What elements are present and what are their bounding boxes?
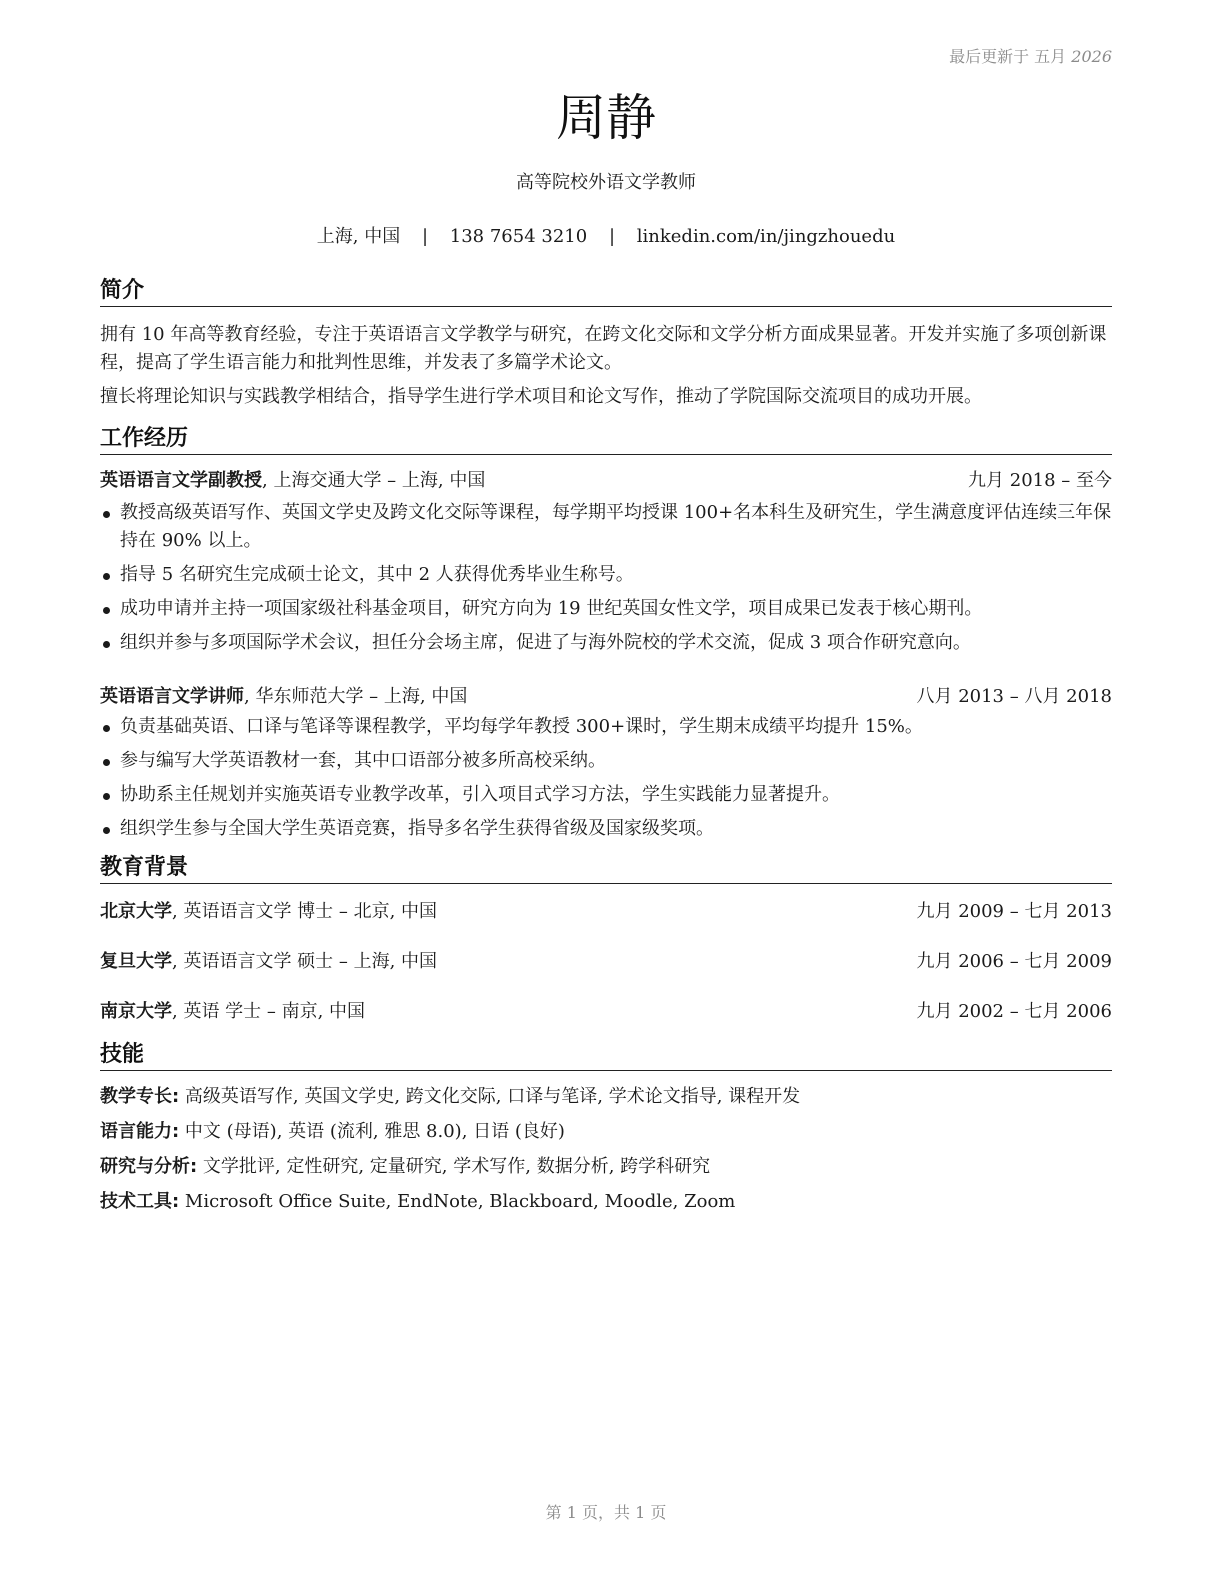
- last-updated: [949, 44, 1112, 67]
- job-bullet: 组织并参与多项国际学术会议，担任分会场主席，促进了与海外院校的学术交流，促成 3 项合作研究意向。: [100, 629, 1112, 657]
- contact-location: 上海, 中国: [316, 226, 401, 247]
- job-dates: 八月 2013 – 八月 2018: [916, 686, 1112, 707]
- summary-paragraph: 擅长将理论知识与实践教学相结合，指导学生进行学术项目和论文写作，推动了学院国际交流项目的成功开展。: [100, 386, 982, 407]
- skills-section: [100, 1040, 1112, 1216]
- job-bullet: 成功申请并主持一项国家级社科基金项目，研究方向为 19 世纪英国女性文学，项目成果已发表于核心期刊。: [100, 595, 1112, 623]
- job-bullet: 教授高级英语写作、英国文学史及跨文化交际等课程，每学期平均授课 100+名本科生及研究生，学生满意度评估连续三年保持在 90% 以上。: [100, 499, 1112, 555]
- skill-label: 技术工具:: [100, 1191, 180, 1212]
- resume-page: [100, 0, 1112, 1584]
- contact-line: [100, 224, 1112, 250]
- section-heading-skills: 技能: [100, 1040, 1112, 1071]
- contact-separator: |: [608, 226, 616, 247]
- job-bullet: 参与编写大学英语教材一套，其中口语部分被多所高校采纳。: [100, 747, 1112, 775]
- education-detail: , 英语语言文学 博士 – 北京, 中国: [172, 901, 438, 922]
- skill-value: Microsoft Office Suite, EndNote, Blackboard, Moodle, Zoom: [179, 1191, 736, 1212]
- contact-linkedin-link[interactable]: linkedin.com/in/jingzhouedu: [636, 226, 896, 247]
- skill-label: 研究与分析:: [100, 1156, 198, 1177]
- job-dates: 九月 2018 – 至今: [968, 470, 1112, 491]
- education-dates: 九月 2006 – 七月 2009: [916, 951, 1112, 972]
- job-org: , 上海交通大学 – 上海, 中国: [262, 470, 486, 491]
- job-bullet: 协助系主任规划并实施英语专业教学改革，引入项目式学习方法，学生实践能力显著提升。: [100, 781, 1112, 809]
- contact-separator: |: [421, 226, 429, 247]
- skill-line: [100, 1083, 1112, 1111]
- page-number: 第 1 页，共 1 页: [545, 1503, 667, 1522]
- job-bullet: 负责基础英语、口译与笔译等课程教学，平均每学年教授 300+课时，学生期末成绩平均提升 15%。: [100, 713, 1112, 741]
- education-entry: [100, 898, 1112, 926]
- education-school: 复旦大学: [100, 951, 172, 972]
- skill-label: 语言能力:: [100, 1121, 180, 1142]
- job-role: 英语语言文学讲师: [100, 686, 244, 707]
- skill-value: 文学批评, 定性研究, 定量研究, 学术写作, 数据分析, 跨学科研究: [197, 1156, 711, 1177]
- last-updated-year: 2026: [1071, 47, 1112, 66]
- job-bullet: 组织学生参与全国大学生英语竞赛，指导多名学生获得省级及国家级奖项。: [100, 815, 1112, 843]
- last-updated-label: 最后更新于 五月: [949, 47, 1067, 66]
- job-org: , 华东师范大学 – 上海, 中国: [244, 686, 468, 707]
- education-school: 北京大学: [100, 901, 172, 922]
- education-school: 南京大学: [100, 1001, 172, 1022]
- skill-line: [100, 1118, 1112, 1146]
- job-entry: [100, 467, 1112, 657]
- education-detail: , 英语 学士 – 南京, 中国: [172, 1001, 366, 1022]
- education-section: [100, 853, 1112, 1026]
- skill-value: 中文 (母语), 英语 (流利, 雅思 8.0), 日语 (良好): [179, 1121, 565, 1142]
- candidate-title: 高等院校外语文学教师: [516, 172, 696, 193]
- education-detail: , 英语语言文学 硕士 – 上海, 中国: [172, 951, 438, 972]
- section-heading-summary: 简介: [100, 276, 1112, 307]
- job-bullets: [100, 499, 1112, 657]
- job-entry: [100, 683, 1112, 843]
- candidate-name: 周静: [556, 89, 656, 147]
- job-header: [100, 683, 1112, 711]
- skill-line: [100, 1153, 1112, 1181]
- contact-phone[interactable]: 138 7654 3210: [449, 226, 588, 247]
- summary-section: [100, 276, 1112, 411]
- skill-value: 高级英语写作, 英国文学史, 跨文化交际, 口译与笔译, 学术论文指导, 课程开发: [179, 1086, 801, 1107]
- section-heading-education: 教育背景: [100, 853, 1112, 884]
- education-entry: [100, 998, 1112, 1026]
- skill-label: 教学专长:: [100, 1086, 180, 1107]
- experience-section: [100, 424, 1112, 843]
- summary-paragraph: 拥有 10 年高等教育经验，专注于英语语言文学教学与研究，在跨文化交际和文学分析方面成果显著。开发并实施了多项创新课程，提高了学生语言能力和批判性思维，并发表了多篇学术论文。: [100, 324, 1107, 373]
- job-bullet: 指导 5 名研究生完成硕士论文，其中 2 人获得优秀毕业生称号。: [100, 561, 1112, 589]
- education-dates: 九月 2009 – 七月 2013: [916, 901, 1112, 922]
- job-role: 英语语言文学副教授: [100, 470, 262, 491]
- section-heading-experience: 工作经历: [100, 424, 1112, 455]
- education-dates: 九月 2002 – 七月 2006: [916, 1001, 1112, 1022]
- education-entry: [100, 948, 1112, 976]
- job-bullets: [100, 713, 1112, 843]
- job-header: [100, 467, 1112, 495]
- skill-line: [100, 1188, 1112, 1216]
